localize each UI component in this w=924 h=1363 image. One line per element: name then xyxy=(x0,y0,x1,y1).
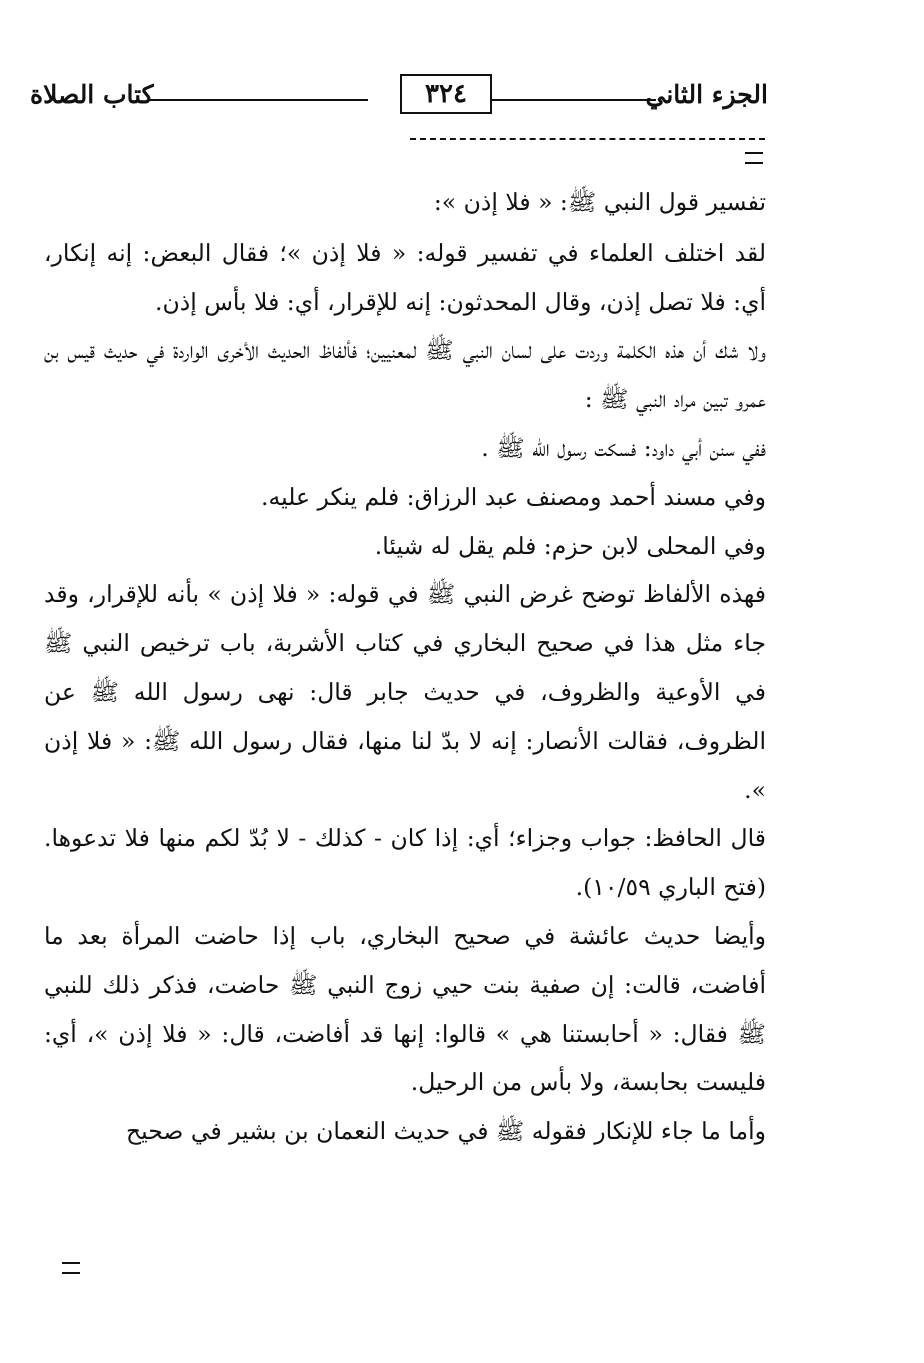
section-heading: تفسير قول النبي ﷺ: « فلا إذن »: xyxy=(433,188,766,216)
double-bar-mark-top xyxy=(745,152,763,164)
paragraph: لقد اختلف العلماء في تفسير قوله: « فلا إذن »؛ فقال البعض: إنه إنكار، أي: فلا تصل إذن، وقال المحدثون: إنه للإقرار، أي: فلا بأس إذن. xyxy=(44,238,766,316)
paragraph: وأما ما جاء للإنكار فقوله ﷺ في حديث النعمان بن بشير في صحيح xyxy=(126,1117,766,1146)
paragraph: وفي مسند أحمد ومصنف عبد الرزاق: فلم ينكر عليه. xyxy=(261,482,766,511)
paragraph: وفي المحلى لابن حزم: فلم يقل له شيئا. xyxy=(374,531,766,560)
page-number: ٣٢٤ xyxy=(400,74,492,114)
paragraph: وأيضا حديث عائشة في صحيح البخاري، باب إذا حاضت المرأة بعد ما أفاضت، قالت: إن صفية بنت حيي زوج النبي ﷺ حاضت، فذكر ذلك للنبي ﷺ فقال: « أحابستنا هي » قالوا: إنها قد أفاضت، قال: « فلا إذن »، أي: فليست بحابسة، ولا بأس من الرحيل. xyxy=(44,921,766,1097)
running-header xyxy=(30,72,768,122)
header-rule-right xyxy=(466,99,656,101)
paragraph: ففي سنن أبي داود: فسكت رسول الله ﷺ . xyxy=(481,433,766,462)
paragraph: فهذه الألفاظ توضح غرض النبي ﷺ في قوله: « فلا إذن » بأنه للإقرار، وقد جاء مثل هذا في صحيح البخاري في كتاب الأشربة، باب ترخيص النبي ﷺ في الأوعية والظروف، في حديث جابر قال: نهى رسول الله ﷺ عن الظروف، فقالت الأنصار: إنه لا بدّ لنا منها، فقال رسول الله ﷺ: « فلا إذن ». xyxy=(44,580,766,804)
header-rule-left xyxy=(150,99,368,101)
double-bar-mark-bottom xyxy=(62,1262,80,1274)
book-title: كتاب الصلاة xyxy=(30,80,154,109)
paragraph: قال الحافظ: جواب وجزاء؛ أي: إذا كان - كذلك - لا بُدّ لكم منها فلا تدعوها. (فتح الباري ١٠/٥٩). xyxy=(44,824,766,902)
dashed-separator xyxy=(410,138,765,140)
body-text xyxy=(44,178,766,1156)
paragraph: ولا شك أن هذه الكلمة وردت على لسان النبي ﷺ لمعنيين؛ فألفاظ الحديث الأخرى الواردة في حديث قيس بن عمرو تبين مراد النبي ﷺ : xyxy=(44,336,766,414)
volume-title: الجزء الثاني xyxy=(645,80,768,109)
